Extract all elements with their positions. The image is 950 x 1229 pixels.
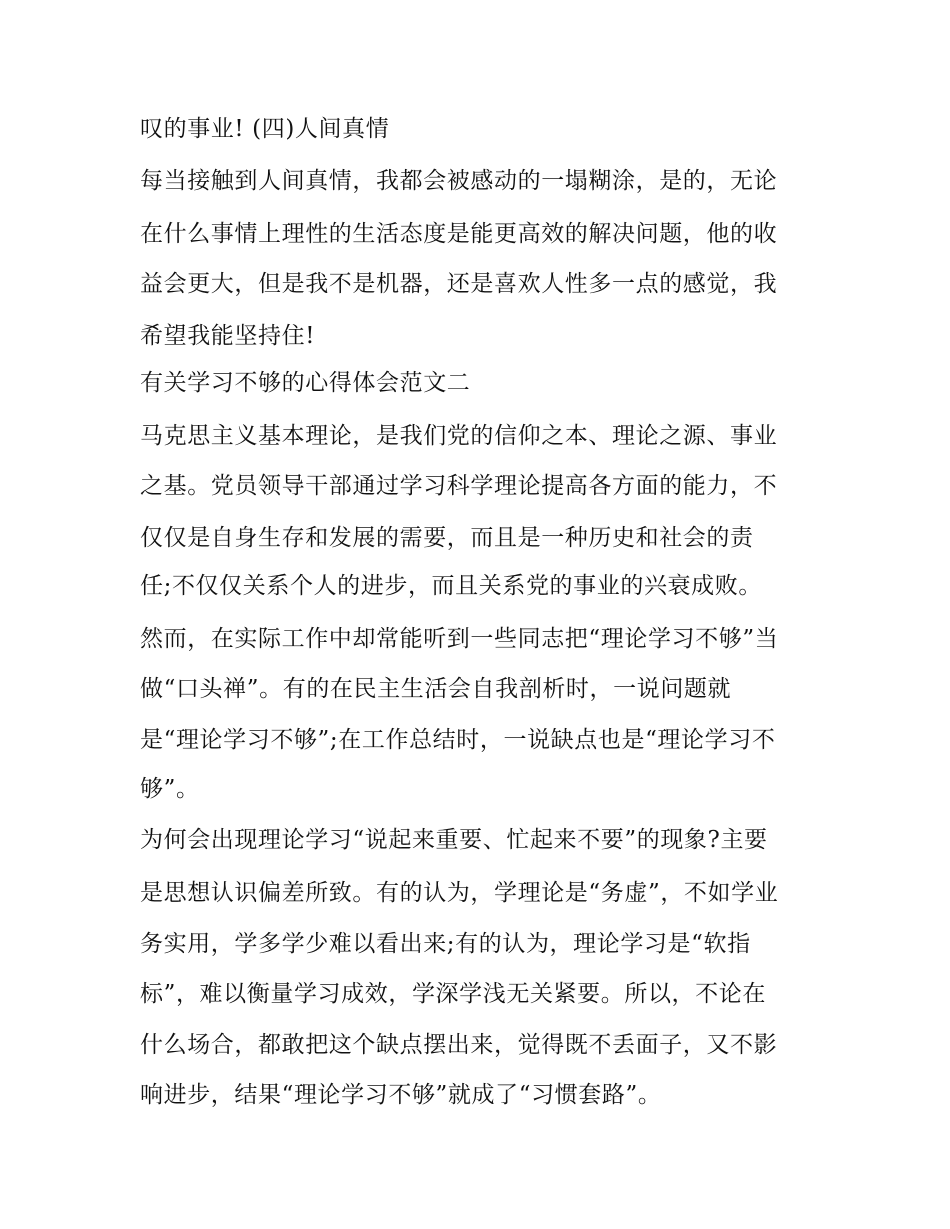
text-line: 益会更大，但是我不是机器，还是喜欢人性多一点的感觉，我 [140, 271, 778, 297]
text-line: 为何会出现理论学习“说起来重要、忙起来不要”的现象?主要 [140, 827, 768, 853]
text-line: 响进步，结果“理论学习不够”就成了“习惯套路”。 [140, 1082, 662, 1108]
text-line: 马克思主义基本理论，是我们党的信仰之本、理论之源、事业 [140, 423, 778, 449]
text-line: 之基。党员领导干部通过学习科学理论提高各方面的能力，不 [140, 473, 778, 499]
text-line: 是思想认识偏差所致。有的认为，学理论是“务虚”，不如学业 [140, 880, 779, 906]
text-line: 每当接触到人间真情，我都会被感动的一塌糊涂，是的，无论 [140, 168, 778, 194]
text-line: 任;不仅仅关系个人的进步，而且关系党的事业的兴衰成败。 [140, 573, 762, 599]
text-line: 做“口头禅”。有的在民主生活会自我剖析时，一说问题就 [140, 676, 732, 702]
text-line: 希望我能坚持住! [140, 323, 316, 349]
text-line: 什么场合，都敢把这个缺点摆出来，觉得既不丢面子，又不影 [140, 1032, 778, 1058]
text-line: 务实用，学多学少难以看出来;有的认为，理论学习是“软指 [140, 931, 751, 957]
section-heading: 有关学习不够的心得体会范文二 [140, 370, 471, 396]
text-line: 在什么事情上理性的生活态度是能更高效的解决问题，他的收 [140, 221, 778, 247]
text-line: 够”。 [140, 776, 200, 802]
text-line: 标”，难以衡量学习成效，学深学浅无关紧要。所以，不论在 [140, 981, 766, 1007]
text-line: 叹的事业! (四)人间真情 [140, 116, 390, 142]
text-line: 然而，在实际工作中却常能听到一些同志把“理论学习不够”当 [140, 626, 779, 652]
text-line: 仅仅是自身生存和发展的需要，而且是一种历史和社会的责 [140, 525, 754, 551]
text-line: 是“理论学习不够”;在工作总结时，一说缺点也是“理论学习不 [140, 727, 776, 753]
